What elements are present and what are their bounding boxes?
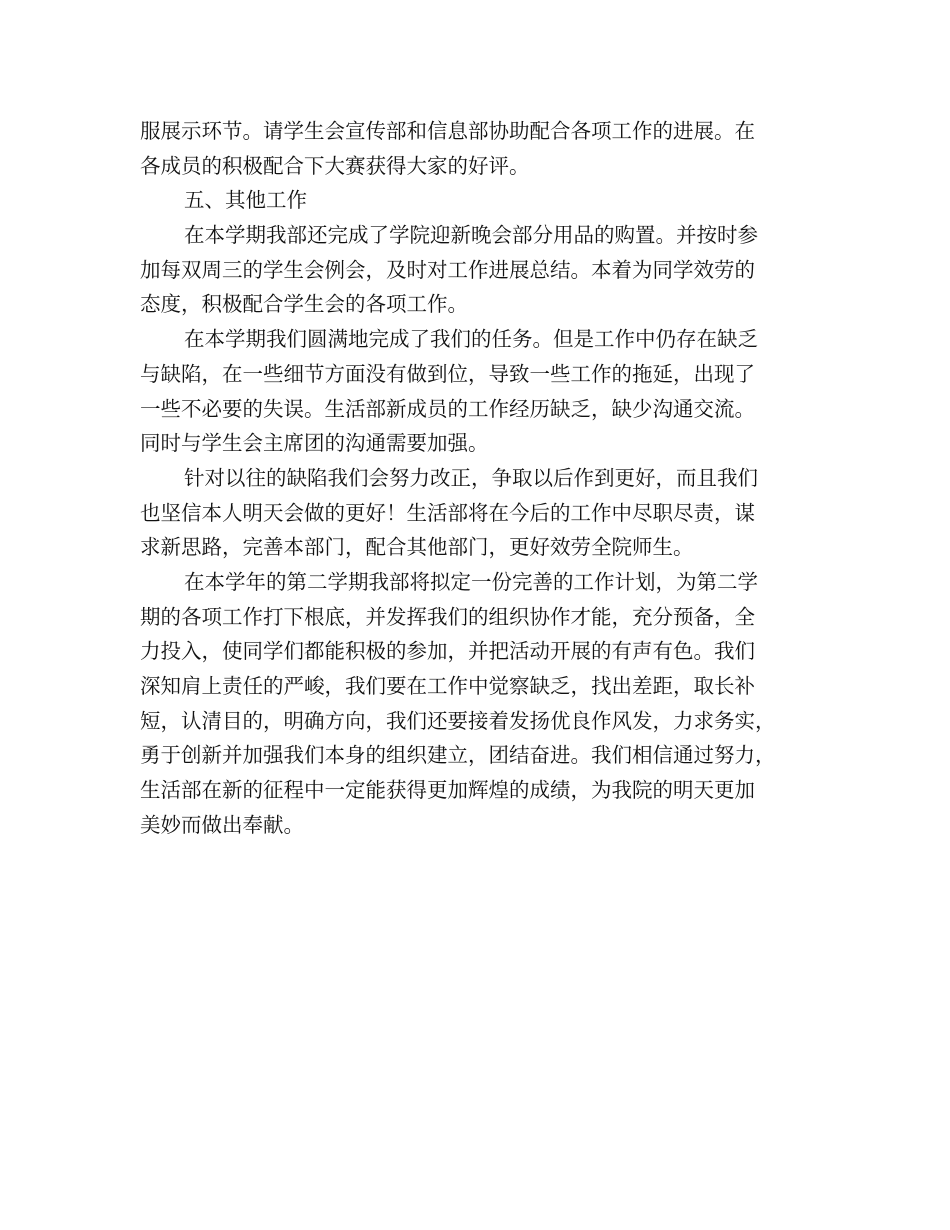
text-line: 期的各项工作打下根底，并发挥我们的组织协作才能，充分预备，全	[140, 604, 755, 629]
text-line: 在本学期我们圆满地完成了我们的任务。但是工作中仍存在缺乏	[184, 327, 758, 352]
text-line: 力投入，使同学们都能积极的参加，并把活动开展的有声有色。我们	[140, 639, 755, 664]
text-line: 也坚信本人明天会做的更好！生活部将在今后的工作中尽职尽责，谋	[140, 500, 755, 525]
text-line: 在本学期我部还完成了学院迎新晚会部分用品的购置。并按时参	[184, 223, 758, 248]
text-line: 与缺陷，在一些细节方面没有做到位，导致一些工作的拖延，出现了	[140, 361, 755, 386]
text-line: 各成员的积极配合下大赛获得大家的好评。	[140, 153, 530, 178]
text-line: 勇于创新并加强我们本身的组织建立，团结奋进。我们相信通过努力，	[140, 743, 776, 768]
text-line: 同时与学生会主席团的沟通需要加强。	[140, 431, 489, 456]
text-line: 生活部在新的征程中一定能获得更加辉煌的成绩，为我院的明天更加	[140, 778, 755, 803]
text-line: 服展示环节。请学生会宣传部和信息部协助配合各项工作的进展。在	[140, 119, 755, 143]
text-line: 针对以往的缺陷我们会努力改正，争取以后作到更好，而且我们	[184, 465, 758, 490]
text-line: 加每双周三的学生会例会，及时对工作进展总结。本着为同学效劳的	[140, 257, 755, 282]
text-line: 美妙而做出奉献。	[140, 812, 304, 837]
text-line: 态度，积极配合学生会的各项工作。	[140, 292, 468, 317]
text-line: 一些不必要的失误。生活部新成员的工作经历缺乏，缺少沟通交流。	[140, 396, 755, 421]
text-line: 求新思路，完善本部门，配合其他部门，更好效劳全院师生。	[140, 535, 694, 560]
text-line: 短，认清目的，明确方向，我们还要接着发扬优良作风发，力求务实，	[140, 708, 776, 733]
text-line: 深知肩上责任的严峻，我们要在工作中觉察缺乏，找出差距，取长补	[140, 674, 755, 698]
text-line: 在本学年的第二学期我部将拟定一份完善的工作计划，为第二学	[184, 569, 758, 594]
document-body	[140, 114, 820, 842]
section-heading: 五、其他工作	[184, 188, 307, 213]
